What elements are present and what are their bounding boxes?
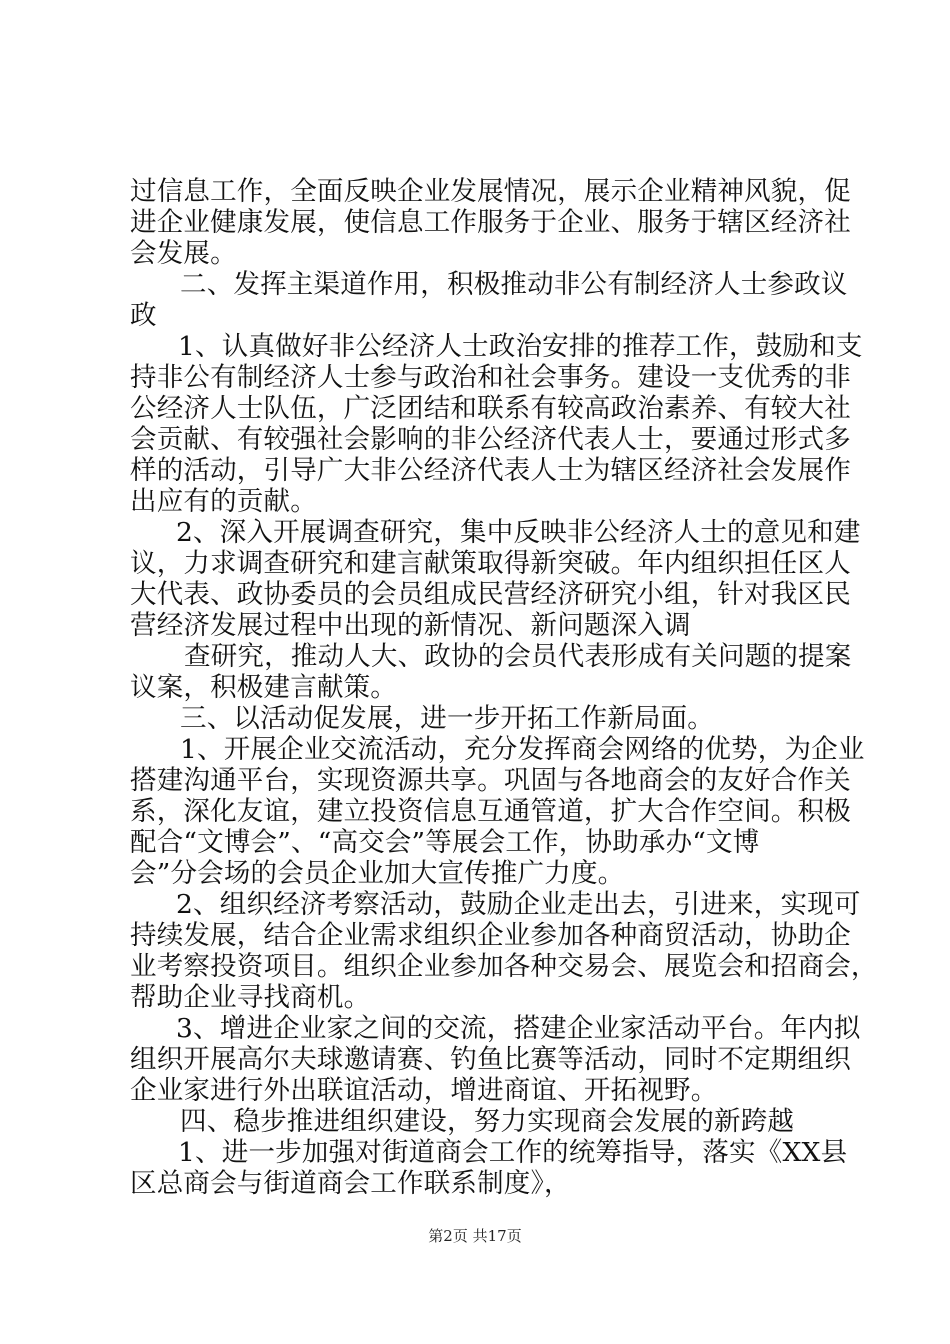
page-number: 第2页 共17页: [428, 1227, 522, 1245]
text-line: 持续发展，结合企业需求组织企业参加各种商贸活动，协助企: [130, 920, 851, 951]
text-line: 会”分会场的会员企业加大宣传推广力度。: [130, 858, 625, 889]
section-heading: 四、稳步推进组织建设，努力实现商会发展的新跨越: [180, 1106, 795, 1137]
text-line: 2、组织经济考察活动，鼓励企业走出去，引进来，实现可: [176, 889, 861, 920]
text-line: 搭建沟通平台，实现资源共享。巩固与各地商会的友好合作关: [130, 765, 851, 796]
text-line: 1、开展企业交流活动，充分发挥商会网络的优势，为企业: [180, 734, 865, 765]
section-heading: 二、发挥主渠道作用，积极推动非公有制经济人士参政议: [180, 269, 848, 300]
text-line: 大代表、政协委员的会员组成民营经济研究小组，针对我区民: [130, 579, 851, 610]
text-line: 出应有的贡献。: [130, 486, 317, 517]
text-line: 查研究，推动人大、政协的会员代表形成有关问题的提案: [184, 641, 852, 672]
text-line: 会发展。: [130, 238, 237, 269]
text-line: 区总商会与街道商会工作联系制度》，: [130, 1168, 571, 1199]
text-line: 系，深化友谊，建立投资信息互通管道，扩大合作空间。积极: [130, 796, 851, 827]
text-line: 企业家进行外出联谊活动，增进商谊、开拓视野。: [130, 1075, 718, 1106]
text-line: 公经济人士队伍，广泛团结和联系有较高政治素养、有较大社: [130, 393, 851, 424]
text-line: 业考察投资项目。组织企业参加各种交易会、展览会和招商会，: [130, 951, 878, 982]
text-line: 议，力求调查研究和建言献策取得新突破。年内组织担任区人: [130, 548, 851, 579]
text-line: 进企业健康发展，使信息工作服务于企业、服务于辖区经济社: [130, 207, 851, 238]
text-line: 组织开展高尔夫球邀请赛、钓鱼比赛等活动，同时不定期组织: [130, 1044, 851, 1075]
text-line: 会贡献、有较强社会影响的非公经济代表人士，要通过形式多: [130, 424, 851, 455]
text-line: 1、认真做好非公经济人士政治安排的推荐工作，鼓励和支: [178, 331, 863, 362]
text-line: 配合“文博会”、“高交会”等展会工作，协助承办“文博: [130, 827, 760, 858]
text-line: 3、增进企业家之间的交流，搭建企业家活动平台。年内拟: [176, 1013, 861, 1044]
text-line: 过信息工作，全面反映企业发展情况，展示企业精神风貌，促: [130, 176, 851, 207]
text-line: 营经济发展过程中出现的新情况、新问题深入调: [130, 610, 691, 641]
section-heading: 三、以活动促发展，进一步开拓工作新局面。: [180, 703, 714, 734]
text-line: 2、深入开展调查研究，集中反映非公经济人士的意见和建: [176, 517, 861, 548]
text-line: 持非公有制经济人士参与政治和社会事务。建设一支优秀的非: [130, 362, 851, 393]
text-line: 议案，积极建言献策。: [130, 672, 397, 703]
section-heading: 政: [130, 300, 157, 331]
text-line: 样的活动，引导广大非公经济代表人士为辖区经济社会发展作: [130, 455, 851, 486]
text-line: 帮助企业寻找商机。: [130, 982, 371, 1013]
text-line: 1、进一步加强对街道商会工作的统筹指导，落实《XX县: [178, 1137, 848, 1168]
